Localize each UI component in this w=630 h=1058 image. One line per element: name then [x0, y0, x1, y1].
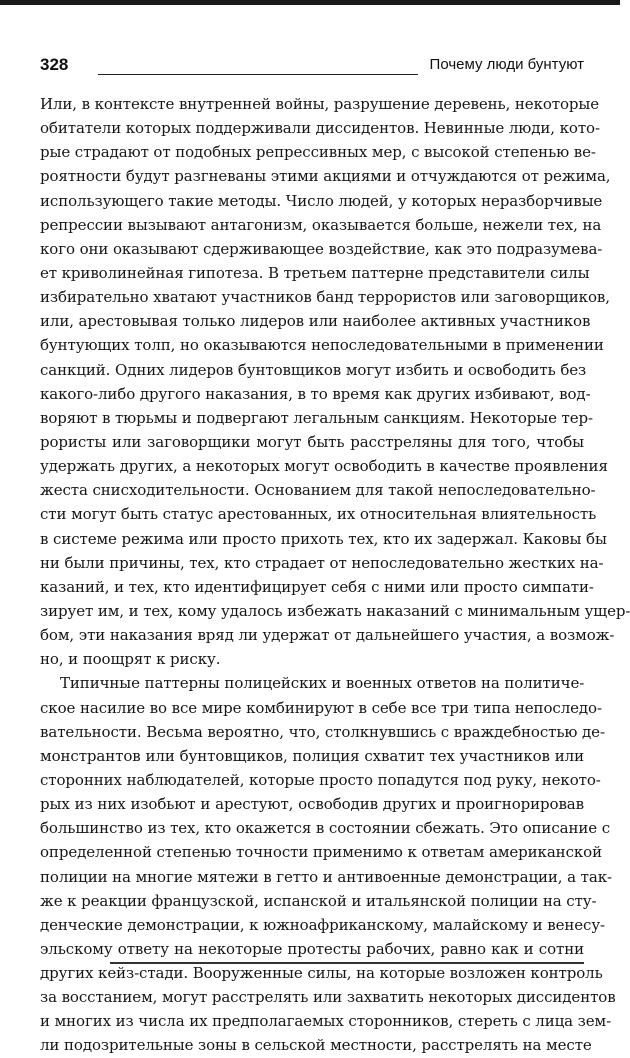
body-text: [40, 92, 630, 1058]
text-line: жеста снисходительности. Основанием для такой непоследовательно-: [40, 481, 596, 500]
header-rule: [98, 74, 418, 75]
text-line: Типичные паттерны полицейских и военных ответов на политиче-: [60, 674, 585, 693]
paragraph: [40, 92, 630, 671]
text-line: рористы или заговорщики могут быть расстреляны для того, чтобы: [40, 432, 584, 451]
text-line: избирательно хватают участников банд террористов или заговорщиков,: [40, 288, 610, 307]
text-line: ли подозрительные зоны в сельской местности, расстрелять на месте: [40, 1036, 592, 1055]
text-line: ни были причины, тех, кто страдает от непоследовательно жестких на-: [40, 553, 604, 572]
text-line: обитатели которых поддерживали диссидентов. Невинные люди, кото-: [40, 119, 600, 138]
text-line: других кейз-стади. Вооруженные силы, на которые возложен контроль: [40, 964, 603, 983]
paragraph: [40, 671, 616, 1057]
text-line: бом, эти наказания вряд ли удержат от дальнейшего участия, а возмож-: [40, 626, 615, 645]
text-line: рых из них изобьют и арестуют, освободив других и проигнорировав: [40, 795, 584, 814]
text-line: кого они оказывают сдерживающее воздействие, как это подразумева-: [40, 239, 603, 258]
text-line: воряют в тюрьмы и подвергают легальным санкциям. Некоторые тер-: [40, 408, 593, 427]
text-line: сти могут быть статус арестованных, их относительная влиятельность: [40, 505, 597, 524]
text-line: использующего такие методы. Число людей, у которых неразборчивые: [40, 191, 603, 210]
text-line: роятности будут разгневаны этими акциями и отчуждаются от режима,: [40, 167, 611, 186]
text-line: и многих из числа их предполагаемых сторонников, стереть с лица зем-: [40, 1012, 612, 1031]
text-line: Или, в контексте внутренней войны, разрушение деревень, некоторые: [40, 95, 600, 113]
text-line: зирует им, и тех, кому удалось избежать наказаний с минимальным ущер-: [40, 601, 630, 620]
text-line: за восстанием, могут расстрелять или захватить некоторых диссидентов: [40, 988, 616, 1007]
text-line: или, арестовывая только лидеров или наиболее активных участников: [40, 312, 591, 331]
text-line: рые страдают от подобных репрессивных мер, с высокой степенью ве-: [40, 143, 596, 162]
top-border: [0, 0, 620, 5]
text-line: в системе режима или просто прихоть тех, кто их задержал. Каковы бы: [40, 529, 607, 548]
text-line: удержать других, а некоторых могут освободить в качестве проявления: [40, 457, 608, 476]
text-line: сторонних наблюдателей, которые просто попадутся под руку, некото-: [40, 770, 601, 789]
text-line: монстрантов или бунтовщиков, полиция схватит тех участников или: [40, 746, 584, 765]
text-line: но, и поощрят к риску.: [40, 650, 221, 669]
footer-rule: [110, 962, 584, 964]
text-line: определенной степенью точности применимо к ответам американской: [40, 843, 602, 862]
text-line: репрессии вызывают антагонизм, оказывается больше, нежели тех, на: [40, 215, 602, 234]
page-header: [40, 55, 584, 79]
text-line: какого-либо другого наказания, в то время как других избивают, вод-: [40, 384, 591, 403]
text-line: санкций. Одних лидеров бунтовщиков могут избить и освободить без: [40, 360, 587, 379]
text-line: полиции на многие мятежи в гетто и антивоенные демонстрации, а так-: [40, 867, 612, 886]
text-line: ское насилие во все мире комбинируют в себе все три типа непоследо-: [40, 698, 602, 717]
text-line: большинство из тех, кто окажется в состоянии сбежать. Это описание с: [40, 819, 611, 838]
running-title: Почему люди бунтуют: [429, 56, 584, 73]
text-line: вательности. Весьма вероятно, что, столкнувшись с враждебностью де-: [40, 722, 605, 741]
text-line: бунтующих толп, но оказываются непоследовательными в применении: [40, 336, 604, 355]
text-line: же к реакции французской, испанской и итальянской полиции на сту-: [40, 891, 597, 910]
page-number: 328: [40, 55, 69, 74]
text-line: денческие демонстрации, к южноафриканскому, малайскому и венесу-: [40, 915, 606, 934]
text-line: ет криволинейная гипотеза. В третьем паттерне представители силы: [40, 263, 590, 282]
text-line: эльскому ответу на некоторые протесты рабочих, равно как и сотни: [40, 939, 584, 958]
text-line: казаний, и тех, кто идентифицирует себя с ними или просто симпати-: [40, 577, 594, 596]
